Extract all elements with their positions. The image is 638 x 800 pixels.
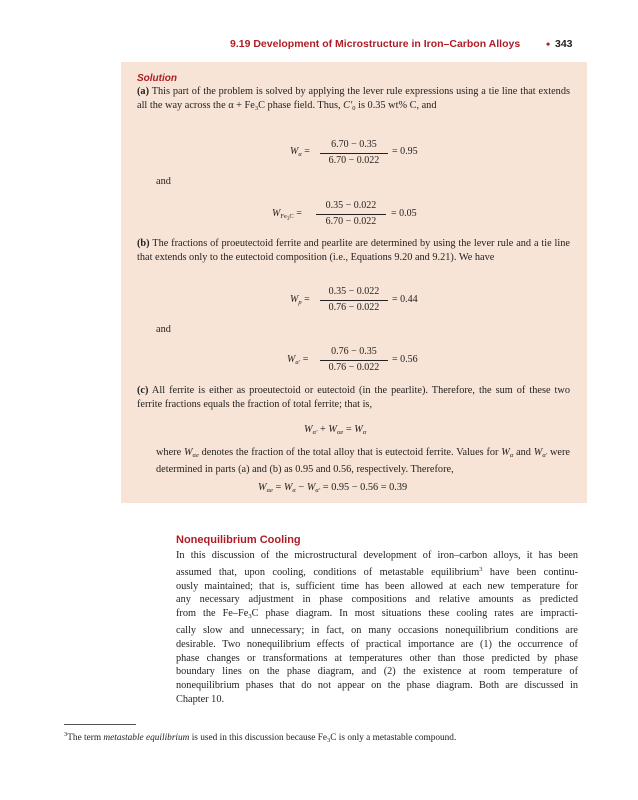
eq-c1: $W_{\alpha'} + W_{\alpha e} = W_\alpha$ <box>304 424 367 436</box>
eq-a1-result: = 0.95 <box>392 146 418 157</box>
body-line: In this discussion of the microstructural development of iron–carbon alloys, it has been <box>176 550 578 561</box>
body-line: ously maintained; that is, sufficient time has been allowed at each new temperature for <box>176 580 578 592</box>
part-a-and: and <box>156 176 171 187</box>
body-line: desirable. Two nonequilibrium effects of practical importance are (1) the occurrence of <box>176 638 578 650</box>
body-line: nonequilibrium phases that do not appear on the phase diagram. Both are discussed in <box>176 680 578 692</box>
part-c-label: (c) <box>137 385 149 396</box>
eq-b1-fraction-bar <box>320 300 388 301</box>
section-body <box>176 549 578 707</box>
eq-b2-fraction-bar <box>320 360 388 361</box>
eq-b2-lhs: $W_{\alpha'}$ = <box>287 354 309 366</box>
solution-heading: Solution <box>137 73 177 84</box>
body-line: phase changes or transformations at temperatures other than those predicted by phase <box>176 652 578 664</box>
eq-a1-lhs: $W_\alpha$ = <box>290 146 310 158</box>
eq-b2-numerator: 0.76 − 0.35 <box>331 346 377 357</box>
part-b-label: (b) <box>137 238 150 249</box>
eq-b1-denominator: 0.76 − 0.022 <box>328 302 380 313</box>
eq-c2: $W_{\alpha e} = W_\alpha - W_{\alpha'} = 0.95 - 0.56 = 0.39$ <box>258 482 408 494</box>
running-header <box>0 38 638 54</box>
part-b-text: (b) The fractions of proeutectoid ferrite and pearlite are determined by using the lever rule and a tie line that extends only to the eutectoid composition (i.e., Equations 9.20 and 9.21). We have <box>137 238 571 263</box>
eq-a2-denominator: 6.70 − 0.022 <box>325 216 377 227</box>
eq-b1-numerator: 0.35 − 0.022 <box>328 286 380 297</box>
eq-b2-result: = 0.56 <box>392 354 418 365</box>
body-line: boundary lines on the phase diagram, and (2) the existence at room temperature of <box>176 666 578 678</box>
part-b-and: and <box>156 324 171 335</box>
eq-b1-result: = 0.44 <box>392 294 418 305</box>
eq-a1-fraction-bar <box>320 153 388 154</box>
eq-b2-denominator: 0.76 − 0.022 <box>328 362 380 373</box>
body-line: any necessary adjustment in phase compositions and relative amounts as predicted <box>176 594 578 606</box>
eq-a2-numerator: 0.35 − 0.022 <box>325 200 377 211</box>
solution-box <box>121 62 587 503</box>
body-line: Chapter 10. <box>176 693 225 705</box>
eq-a2-fraction-bar <box>316 214 386 215</box>
footnote: $^3$The term metastable equilibrium is used in this discussion because $Fe_3C$ is only a metastable compound. <box>64 731 457 744</box>
eq-a1-denominator: 6.70 − 0.022 <box>328 155 380 166</box>
part-c-text: (c) All ferrite is either as proeutectoid or eutectoid (in the pearlite). Therefore, the sum of these two ferrite fractions equals the fraction of total ferrite; that is, <box>137 385 570 410</box>
page-number: 343 <box>555 38 573 50</box>
eq-b1-lhs: $W_p$ = <box>290 294 310 306</box>
body-line: from the $Fe-Fe_3C$ phase diagram. In most situations these cooling rates are impracti- <box>176 608 578 621</box>
part-c-where-text: where $W_{\alpha e}$ denotes the fraction of the total alloy that is eutectoid ferrite. Values for $W_\alpha$ and $W_{\alpha'}$ were determined in parts (a) and (b) as 0.95 and 0.56, respectively. Therefore, <box>156 447 570 475</box>
part-a-label: (a) <box>137 86 150 97</box>
body-line: cally slow and unnecessary; in fact, on many occasions nonequilibrium conditions are <box>176 624 578 636</box>
eq-a2-lhs: $W_{Fe_3C}$ = <box>272 208 302 222</box>
section-heading: Nonequilibrium Cooling <box>176 534 301 546</box>
header-separator: • <box>546 37 551 51</box>
part-a-text: (a) This part of the problem is solved by applying the lever rule expressions using a tie line that extends all the way across the $\alpha + Fe_3C$ phase field. Thus, $C'_0$ is 0.35 wt% C, and <box>137 86 570 112</box>
footnote-rule <box>64 724 136 725</box>
eq-a1-numerator: 6.70 − 0.35 <box>331 139 377 150</box>
header-title: 9.19 Development of Microstructure in Iron–Carbon Alloys <box>230 38 521 50</box>
body-line: assumed that, upon cooling, conditions of metastable equilibrium$^3$ have been continu- <box>176 565 578 578</box>
eq-a2-result: = 0.05 <box>391 208 417 219</box>
